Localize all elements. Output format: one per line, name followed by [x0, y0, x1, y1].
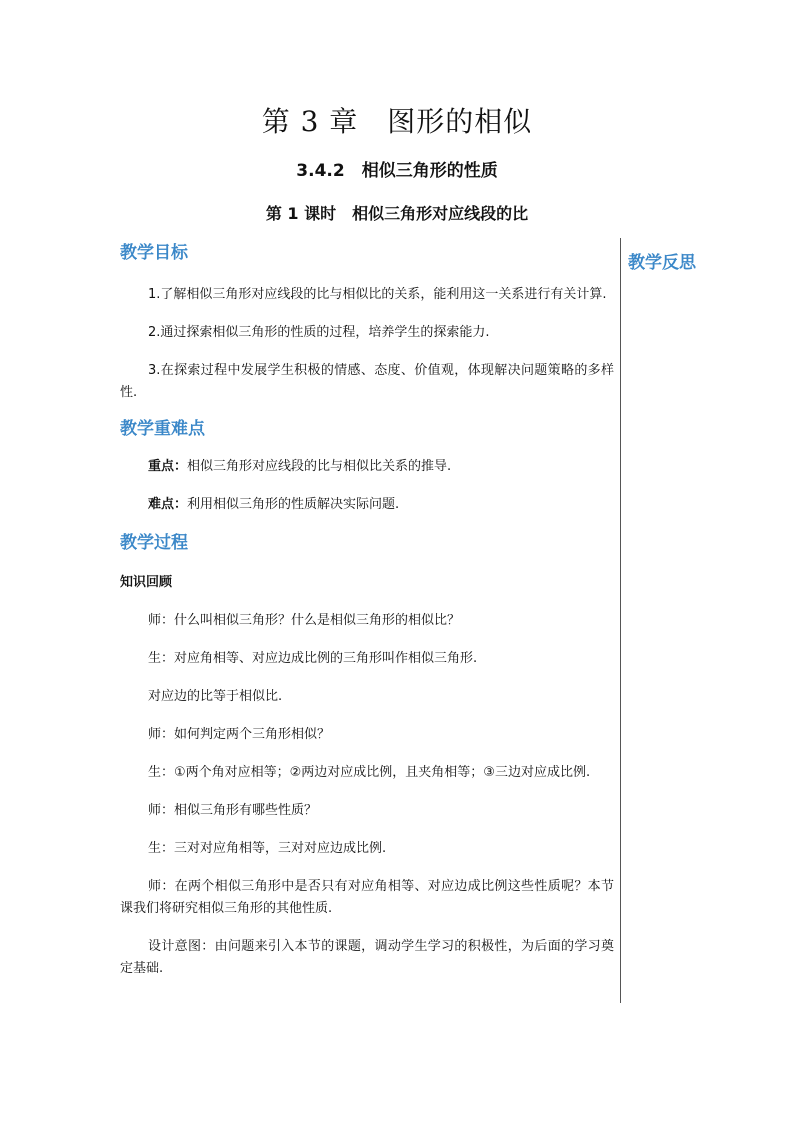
process-heading: 教学过程 [120, 533, 188, 553]
key-point-text: 相似三角形对应线段的比与相似比关系的推导. [187, 459, 452, 474]
goal-item-1: 1.了解相似三角形对应线段的比与相似比的关系，能利用这一关系进行有关计算. [148, 287, 607, 302]
goal-item-3: 3.在探索过程中发展学生积极的情感、态度、价值观，体现解决问题策略的多样性. [120, 363, 614, 400]
design-intent: 设计意图：由问题来引入本节的课题，调动学生学习的积极性，为后面的学习奠定基础. [120, 939, 614, 976]
section-title: 3.4.2 相似三角形的性质 [296, 161, 498, 181]
hard-point [120, 494, 614, 516]
process-line-2: 生：对应角相等、对应边成比例的三角形叫作相似三角形. [148, 651, 478, 666]
lesson-title: 第 1 课时 相似三角形对应线段的比 [265, 204, 529, 223]
hard-point-text: 利用相似三角形的性质解决实际问题. [187, 497, 400, 512]
column-divider [620, 238, 621, 1003]
key-point-label: 重点： [148, 459, 188, 474]
process-line-4: 师：如何判定两个三角形相似？ [148, 727, 331, 742]
process-line-7: 生：三对对应角相等，三对对应边成比例. [148, 841, 387, 856]
key-point [120, 456, 614, 478]
process-line-8: 师：在两个相似三角形中是否只有对应角相等、对应边成比例这些性质呢？本节课我们将研究相似三角形的其他性质. [120, 879, 614, 916]
process-line-5: 生：①两个角对应相等；②两边对应成比例，且夹角相等；③三边对应成比例. [148, 765, 591, 780]
main-column [120, 240, 614, 980]
chapter-title: 第 3 章 图形的相似 [261, 105, 533, 138]
process-line-6: 师：相似三角形有哪些性质？ [148, 803, 318, 818]
goal-item-2: 2.通过探索相似三角形的性质的过程，培养学生的探索能力. [148, 325, 490, 340]
focus-heading: 教学重难点 [120, 419, 205, 439]
hard-point-label: 难点： [148, 497, 188, 512]
goals-heading: 教学目标 [120, 243, 188, 263]
process-line-3: 对应边的比等于相似比. [148, 689, 283, 704]
reflection-heading: 教学反思 [628, 253, 696, 273]
review-subheading: 知识回顾 [120, 575, 173, 590]
process-line-1: 师：什么叫相似三角形？什么是相似三角形的相似比？ [148, 613, 461, 628]
